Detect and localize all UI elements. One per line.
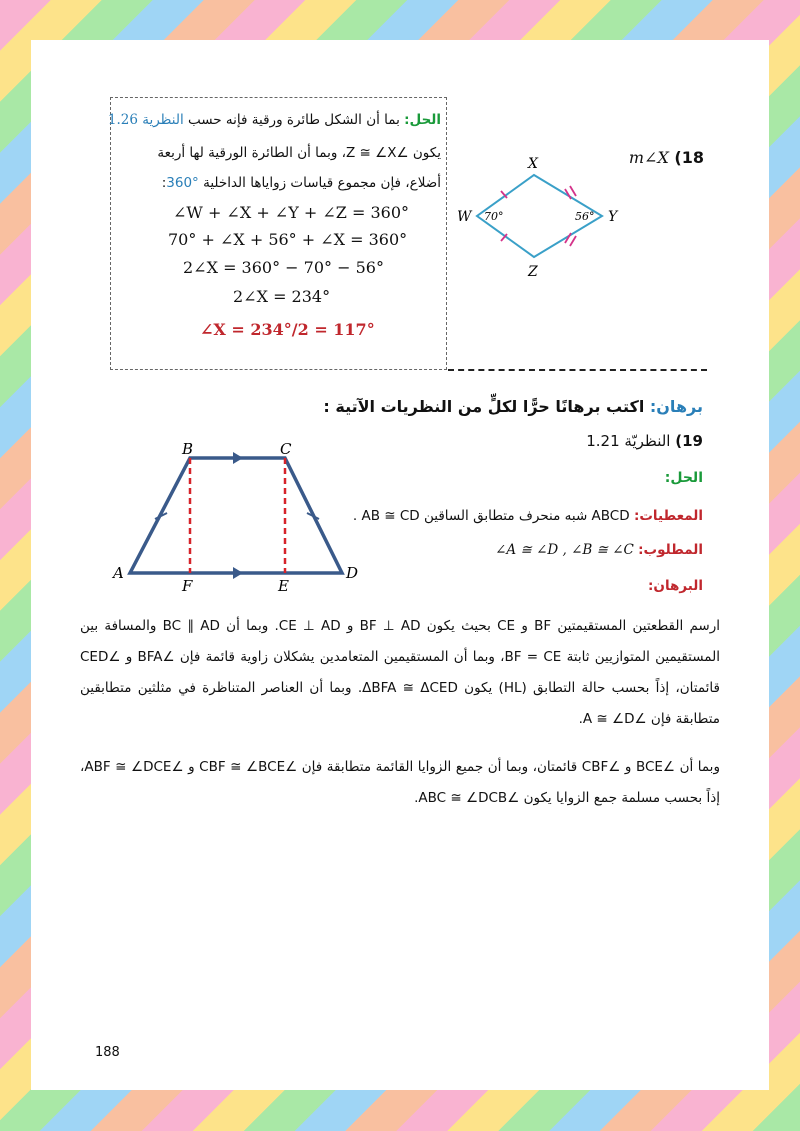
trapezoid-diagram — [110, 438, 370, 595]
trap-label-c: C — [280, 440, 292, 458]
page-number: 188 — [95, 1045, 120, 1060]
sol18-line1 — [108, 112, 441, 128]
proof-header — [323, 397, 703, 416]
kite-diagram — [452, 150, 632, 285]
kite-angle-y: 56° — [575, 210, 595, 223]
sol19-label-text: الحل: — [664, 470, 703, 486]
proof-label: البرهان: — [648, 578, 703, 594]
trap-label-e: E — [278, 577, 289, 595]
problem-18-header — [629, 148, 704, 167]
kite-label-w: W — [457, 209, 472, 225]
problem-19-header — [586, 432, 703, 450]
kite-label-x: X — [528, 156, 538, 172]
kite-angle-w: 70° — [484, 210, 504, 223]
eq-1: ∠W + ∠X + ∠Y + ∠Z = 360° — [173, 203, 409, 222]
eq-4: 2∠X = 234° — [233, 287, 331, 306]
sol18-theorem-num: 1.26 — [107, 112, 138, 128]
required-line — [495, 542, 703, 558]
required-label: المطلوب: — [638, 542, 703, 558]
trap-label-d: D — [346, 564, 359, 582]
sol18-line3: أضلاع، فإن مجموع قياسات زواياها الداخلية 360°: — [161, 175, 441, 191]
problem-19-number: 19) — [675, 432, 703, 450]
eq-2: 70° + ∠X + 56° + ∠X = 360° — [168, 230, 408, 249]
proof-label-line — [648, 578, 703, 594]
proof-header-text: اكتب برهانًا حرًّا لكلٍّ من النظريات الآتية : — [323, 397, 645, 416]
sol18-text3: أضلاع، فإن مجموع قياسات زواياها الداخلية — [203, 175, 441, 191]
eq-3: 2∠X = 360° − 70° − 56° — [183, 258, 384, 277]
problem-18-prompt: m∠X — [628, 148, 669, 167]
trap-label-f: F — [182, 577, 193, 595]
sol18-theorem-word: النظرية — [142, 112, 184, 128]
sol18-360: 360° — [166, 175, 199, 191]
sol18-label: الحل: — [404, 112, 441, 128]
trap-label-b: B — [182, 440, 194, 458]
problem-18-number: 18) — [674, 148, 704, 167]
kite-label-z: Z — [528, 264, 538, 280]
given-text: ABCD شبه منحرف متطابق الساقين AB ≅ CD . — [352, 508, 630, 524]
sol19-label — [665, 470, 703, 486]
proof-header-label: برهان: — [649, 397, 703, 416]
proof-paragraph-2: وبما أن ∠BCE و ∠CBF قائمتان، وبما أن جميع الزوايا القائمة متطابقة فإن ∠CBF ≅ ∠BCE و ∠ABF ≅ ∠DCE، إذاً بحسب مسلمة جمع الزوايا يكون ∠ABC ≅ ∠DCB. — [80, 759, 720, 806]
sol18-text1: بما أن الشكل طائرة ورقية فإنه حسب — [188, 112, 400, 128]
given-label: المعطيات: — [633, 508, 703, 524]
kite-label-y: Y — [608, 209, 618, 225]
dashed-separator — [448, 369, 707, 371]
eq-5: ∠X = 234°/2 = 117° — [200, 320, 375, 339]
problem-19-title: النظريّة 1.21 — [586, 432, 671, 450]
sol18-line2: يكون ∠Z ≅ ∠X، وبما أن الطائرة الورقية لها أربعة — [157, 145, 441, 161]
proof-paragraph-1: ارسم القطعتين المستقيمتين BF و CE بحيث يكون BF ⊥ AD و CE ⊥ AD. وبما أن BC ∥ AD والمسافة بين المستقيمين المتوازيين ثابتة BF = CE، وبما أن المستقيمين المتعامدين يشكلان زاوية قائمة فإن ∠BFA و ∠CED قائمتان، إذاً بحسب حالة التطابق (HL) يكون ΔBFA ≅ ΔCED. وبما أن العناصر المتناظرة في مثلثين متطابقين متطابقة فإن ∠A ≅ ∠D. — [80, 618, 721, 727]
trap-label-a: A — [113, 564, 124, 582]
given-line — [353, 508, 703, 524]
required-text: ∠A ≅ ∠D , ∠B ≅ ∠C — [495, 542, 634, 558]
